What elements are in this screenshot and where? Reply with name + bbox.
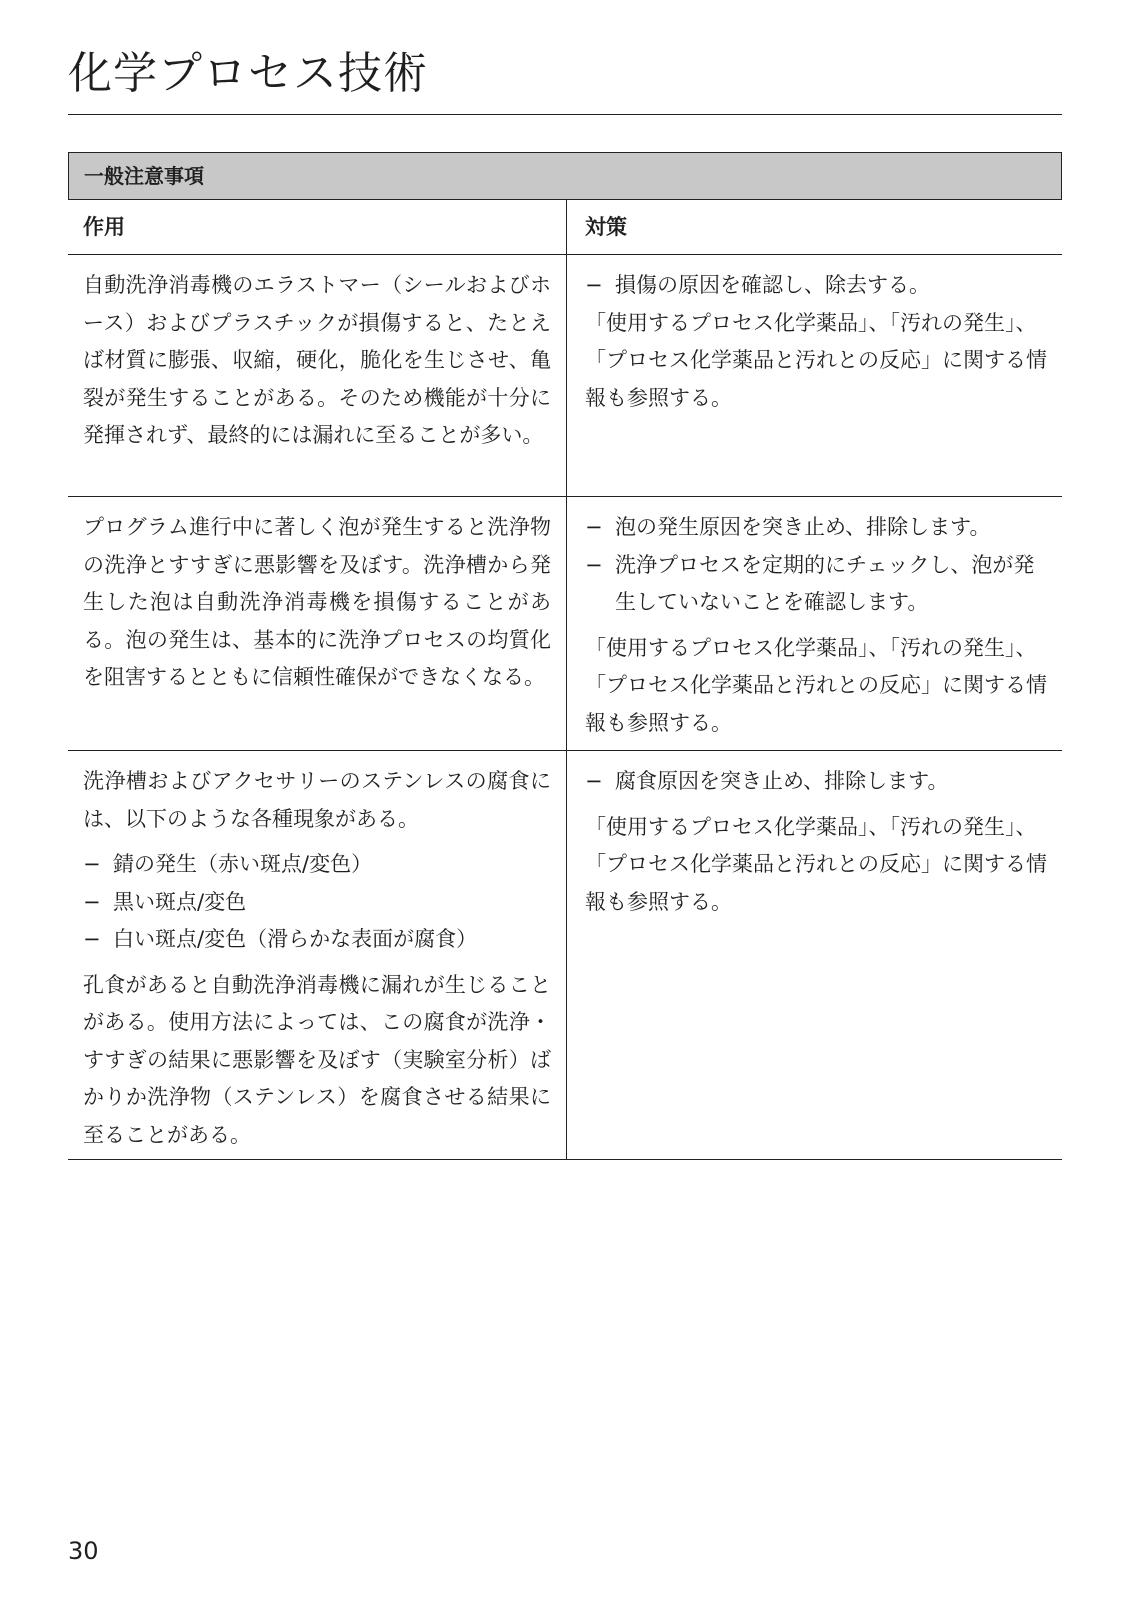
dash-mark: −	[83, 852, 101, 876]
countermeasure-cell	[567, 497, 1062, 750]
list-item-text: 洗浄プロセスを定期的にチェックし、泡が発生していないことを確認します。	[615, 552, 1035, 614]
dash-mark: −	[585, 515, 603, 539]
table-header-row	[68, 200, 1062, 255]
reference-text: 「使用するプロセス化学薬品」、「汚れの発生」、「プロセス化学薬品と汚れとの反応」に関する情報も参照する。	[585, 310, 1047, 410]
column-header-countermeasure: 対策	[585, 215, 627, 239]
list-item	[83, 846, 551, 884]
column-header-effect: 作用	[68, 200, 567, 254]
dash-mark: −	[83, 927, 101, 951]
list-item	[83, 884, 551, 922]
effect-list	[83, 846, 551, 959]
page-title: 化学プロセス技術	[68, 48, 428, 99]
effect-cell	[68, 751, 567, 1159]
countermeasure-list	[585, 509, 1047, 622]
list-item-text: 錆の発生（赤い斑点/変色）	[113, 852, 373, 876]
table-row	[68, 751, 1062, 1160]
list-item	[585, 267, 1047, 305]
section-header: 一般注意事項	[68, 152, 1062, 200]
table-row	[68, 497, 1062, 751]
list-item	[83, 921, 551, 959]
dash-mark: −	[585, 552, 603, 577]
reference-text: 「使用するプロセス化学薬品」、「汚れの発生」、「プロセス化学薬品と汚れとの反応」に関する情報も参照する。	[585, 635, 1047, 735]
countermeasure-list	[585, 267, 1047, 305]
title-rule	[68, 114, 1062, 115]
countermeasure-cell	[567, 751, 1062, 1159]
list-item	[585, 509, 1047, 547]
effect-text: プログラム進行中に著しく泡が発生すると洗浄物の洗浄とすすぎに悪影響を及ぼす。洗浄槽から発生した泡は自動洗浄消毒機を損傷することがある。泡の発生は、基本的に洗浄プロセスの均質化を阻害するとともに信頼性確保ができなくなる。	[83, 515, 551, 689]
dash-mark: −	[83, 889, 101, 914]
page-number: 30	[68, 1537, 99, 1565]
list-item	[585, 763, 1047, 801]
reference-text: 「使用するプロセス化学薬品」、「汚れの発生」、「プロセス化学薬品と汚れとの反応」に関する情報も参照する。	[585, 814, 1047, 914]
list-item-text: 泡の発生原因を突き止め、排除します。	[615, 515, 991, 539]
countermeasure-list	[585, 763, 1047, 801]
list-item-text: 黒い斑点/変色	[113, 889, 247, 914]
effect-cell	[68, 497, 567, 750]
countermeasure-cell	[567, 255, 1062, 496]
effect-cell	[68, 255, 567, 496]
dash-mark: −	[585, 273, 603, 297]
precautions-table	[68, 152, 1062, 1160]
dash-mark: −	[585, 769, 603, 793]
effect-text: 自動洗浄消毒機のエラストマー（シールおよびホース）およびプラスチックが損傷すると、たとえば材質に膨張、収縮，硬化，脆化を生じさせ、亀裂が発生することがある。そのため機能が十分に発揮されず、最終的には漏れに至ることが多い。	[83, 273, 551, 447]
effect-text: 孔食があると自動洗浄消毒機に漏れが生じることがある。使用方法によっては、この腐食が洗浄・すすぎの結果に悪影響を及ぼす（実験室分析）ばかりか洗浄物（ステンレス）を腐食させる結果に至ることがある。	[83, 972, 551, 1147]
table-row	[68, 255, 1062, 497]
list-item	[585, 547, 1047, 622]
list-item-text: 白い斑点/変色（滑らかな表面が腐食）	[113, 927, 478, 951]
effect-intro-text: 洗浄槽およびアクセサリーのステンレスの腐食には、以下のような各種現象がある。	[83, 769, 551, 831]
list-item-text: 腐食原因を突き止め、排除します。	[615, 769, 949, 793]
list-item-text: 損傷の原因を確認し、除去する。	[615, 273, 930, 297]
